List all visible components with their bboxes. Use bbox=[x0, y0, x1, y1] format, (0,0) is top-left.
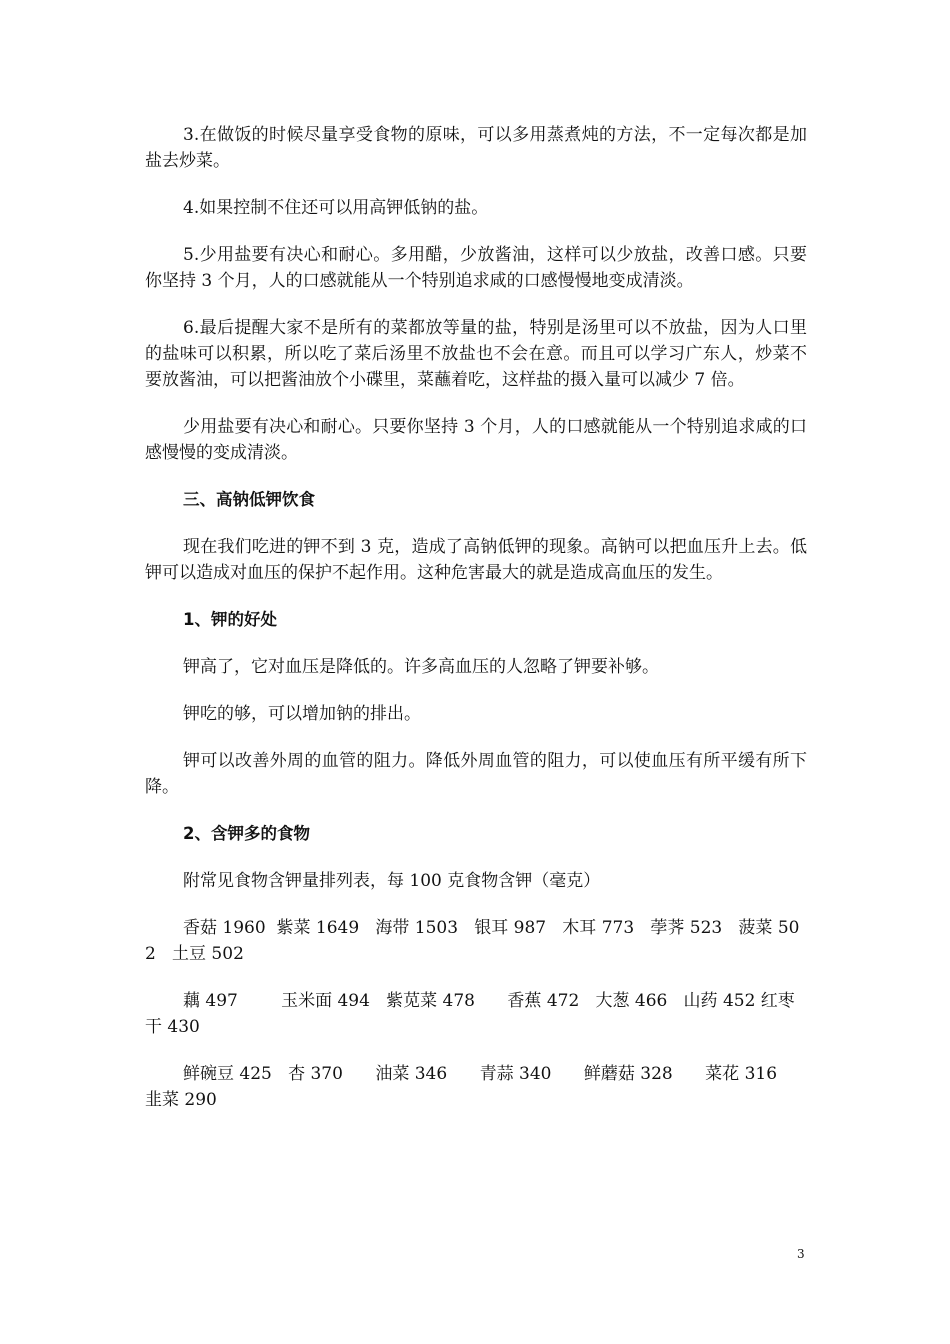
paragraph-tip-5: 5.少用盐要有决心和耐心。多用醋，少放酱油，这样可以少放盐，改善口感。只要你坚持 3 个月，人的口感就能从一个特别追求咸的口感慢慢地变成清淡。 bbox=[145, 245, 807, 291]
food-list-row-1: 香菇 1960 紫菜 1649 海带 1503 银耳 987 木耳 773 荸荠 523 菠菜 502 土豆 502 bbox=[145, 918, 800, 964]
paragraph-benefit-1: 钾高了，它对血压是降低的。许多高血压的人忽略了钾要补够。 bbox=[183, 657, 659, 677]
food-list-row-2: 藕 497 玉米面 494 紫苋菜 478 香蕉 472 大葱 466 山药 452 红枣干 430 bbox=[145, 991, 795, 1037]
paragraph-benefit-2: 钾吃的够，可以增加钠的排出。 bbox=[183, 704, 421, 724]
paragraph-benefit-3: 钾可以改善外周的血管的阻力。降低外周血管的阻力，可以使血压有所平缓有所下降。 bbox=[145, 751, 807, 797]
paragraph-tip-6: 6.最后提醒大家不是所有的菜都放等量的盐，特别是汤里可以不放盐，因为人口里的盐味可以积累，所以吃了菜后汤里不放盐也不会在意。而且可以学习广东人，炒菜不要放酱油，可以把酱油放个小碟里，菜蘸着吃，这样盐的摄入量可以减少 7 倍。 bbox=[145, 318, 807, 390]
subsection-heading-benefits: 1、钾的好处 bbox=[183, 610, 277, 629]
paragraph-tip-3: 3.在做饭的时候尽量享受食物的原味，可以多用蒸煮炖的方法，不一定每次都是加盐去炒菜。 bbox=[145, 125, 807, 171]
page-content bbox=[145, 122, 810, 1134]
food-list-row-3: 鲜碗豆 425 杏 370 油菜 346 青蒜 340 鲜蘑菇 328 菜花 316 韭菜 290 bbox=[145, 1064, 810, 1110]
paragraph-tip-4: 4.如果控制不住还可以用高钾低钠的盐。 bbox=[183, 198, 489, 218]
paragraph-sodium-potassium: 现在我们吃进的钾不到 3 克，造成了高钠低钾的现象。高钠可以把血压升上去。低钾可以造成对血压的保护不起作用。这种危害最大的就是造成高血压的发生。 bbox=[145, 537, 807, 583]
section-heading: 三、高钠低钾饮食 bbox=[183, 490, 315, 509]
page-number: 3 bbox=[797, 1247, 805, 1261]
subsection-heading-foods: 2、含钾多的食物 bbox=[183, 824, 310, 843]
paragraph-summary: 少用盐要有决心和耐心。只要你坚持 3 个月，人的口感就能从一个特别追求咸的口感慢慢的变成清淡。 bbox=[145, 417, 807, 463]
paragraph-table-intro: 附常见食物含钾量排列表，每 100 克食物含钾（毫克） bbox=[183, 871, 601, 891]
